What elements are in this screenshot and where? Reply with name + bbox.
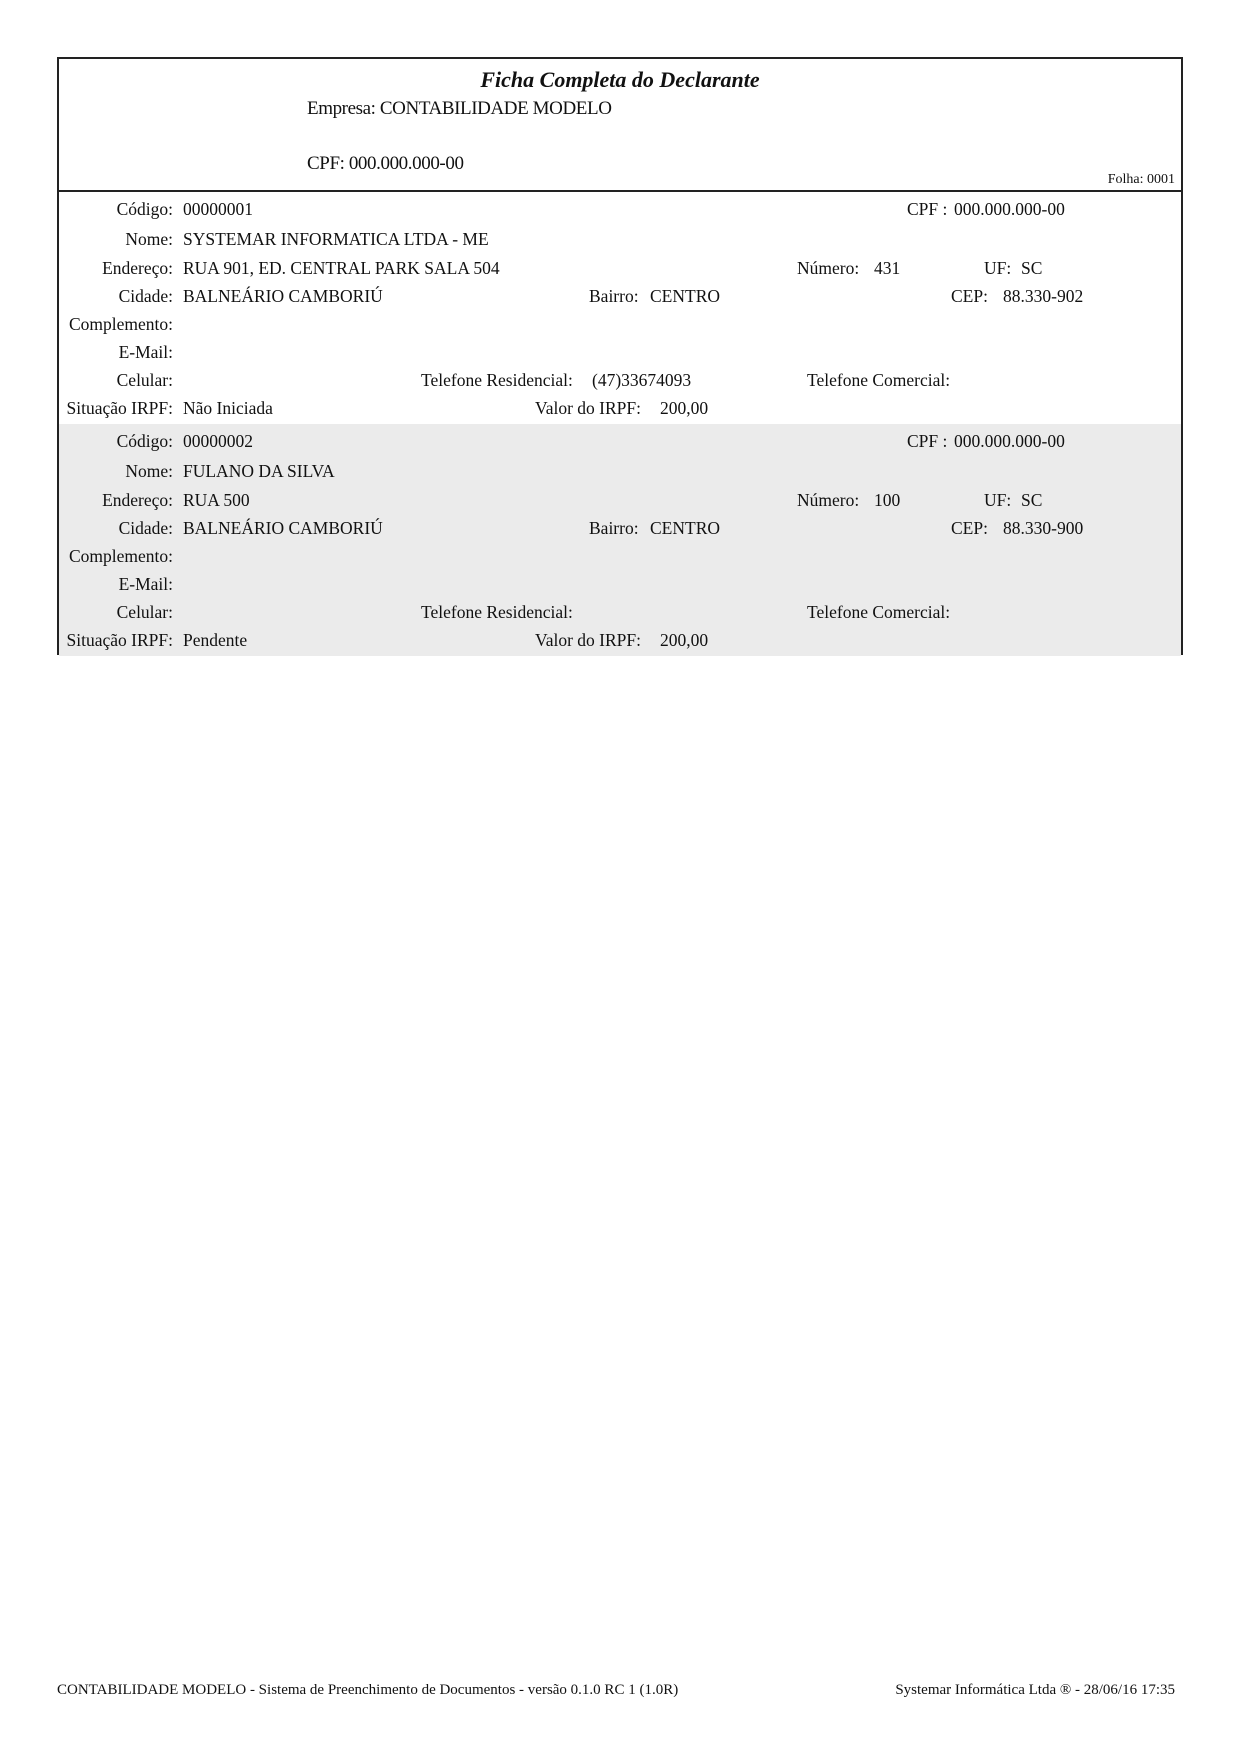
complemento-label: Complemento: bbox=[68, 314, 173, 334]
report-header bbox=[59, 59, 1181, 192]
cep-label: CEP: bbox=[951, 286, 988, 306]
tel-com-label: Telefone Comercial: bbox=[807, 370, 951, 390]
empresa-line: Empresa: CONTABILIDADE MODELO bbox=[307, 98, 612, 119]
cidade-value: BALNEÁRIO CAMBORIÚ bbox=[183, 518, 383, 538]
cep-value: 88.330-902 bbox=[1003, 286, 1084, 306]
cidade-label: Cidade: bbox=[118, 286, 173, 306]
valor-label: Valor do IRPF: bbox=[535, 630, 641, 650]
endereco-label: Endereço: bbox=[102, 258, 173, 278]
codigo-label: Código: bbox=[116, 431, 173, 451]
cpf-value: 000.000.000-00 bbox=[954, 431, 1065, 451]
situacao-value: Não Iniciada bbox=[183, 398, 273, 418]
valor-value: 200,00 bbox=[660, 398, 709, 418]
endereco-value: RUA 500 bbox=[183, 490, 250, 510]
codigo-label: Código: bbox=[116, 199, 173, 219]
codigo-value: 00000001 bbox=[183, 199, 253, 219]
complemento-label: Complemento: bbox=[68, 546, 173, 566]
footer-system-info: CONTABILIDADE MODELO - Sistema de Preenchimento de Documentos - versão 0.1.0 RC 1 (1.0R) bbox=[57, 1682, 679, 1698]
bairro-value: CENTRO bbox=[650, 518, 720, 538]
numero-value: 431 bbox=[874, 258, 901, 278]
page-number: Folha: 0001 bbox=[1107, 172, 1175, 187]
cidade-value: BALNEÁRIO CAMBORIÚ bbox=[183, 286, 383, 306]
codigo-value: 00000002 bbox=[183, 431, 253, 451]
uf-label: UF: bbox=[984, 490, 1012, 510]
report-frame bbox=[57, 57, 1183, 655]
cpf-label: CPF : bbox=[907, 199, 948, 219]
nome-label: Nome: bbox=[125, 229, 173, 249]
uf-value: SC bbox=[1021, 258, 1043, 278]
tel-res-label: Telefone Residencial: bbox=[421, 370, 573, 390]
celular-label: Celular: bbox=[116, 370, 173, 390]
endereco-label: Endereço: bbox=[102, 490, 173, 510]
cep-label: CEP: bbox=[951, 518, 988, 538]
valor-value: 200,00 bbox=[660, 630, 709, 650]
tel-res-value: (47)33674093 bbox=[592, 370, 692, 390]
nome-value: SYSTEMAR INFORMATICA LTDA - ME bbox=[183, 229, 489, 249]
numero-label: Número: bbox=[797, 258, 860, 278]
cidade-label: Cidade: bbox=[118, 518, 173, 538]
valor-label: Valor do IRPF: bbox=[535, 398, 641, 418]
declarant-record bbox=[59, 424, 1181, 656]
bairro-label: Bairro: bbox=[589, 518, 639, 538]
bairro-label: Bairro: bbox=[589, 286, 639, 306]
cep-value: 88.330-900 bbox=[1003, 518, 1084, 538]
footer-company-timestamp: Systemar Informática Ltda ® - 28/06/16 17:35 bbox=[895, 1682, 1175, 1698]
situacao-value: Pendente bbox=[183, 630, 248, 650]
email-label: E-Mail: bbox=[118, 574, 173, 594]
numero-label: Número: bbox=[797, 490, 860, 510]
cpf-value: 000.000.000-00 bbox=[954, 199, 1065, 219]
numero-value: 100 bbox=[874, 490, 901, 510]
situacao-label: Situação IRPF: bbox=[66, 630, 173, 650]
situacao-label: Situação IRPF: bbox=[66, 398, 173, 418]
declarant-record bbox=[59, 192, 1181, 424]
nome-value: FULANO DA SILVA bbox=[183, 461, 335, 481]
nome-label: Nome: bbox=[125, 461, 173, 481]
email-label: E-Mail: bbox=[118, 342, 173, 362]
tel-res-label: Telefone Residencial: bbox=[421, 602, 573, 622]
celular-label: Celular: bbox=[116, 602, 173, 622]
bairro-value: CENTRO bbox=[650, 286, 720, 306]
cpf-label: CPF : bbox=[907, 431, 948, 451]
endereco-value: RUA 901, ED. CENTRAL PARK SALA 504 bbox=[183, 258, 500, 278]
uf-value: SC bbox=[1021, 490, 1043, 510]
report-title: Ficha Completa do Declarante bbox=[480, 67, 760, 92]
tel-com-label: Telefone Comercial: bbox=[807, 602, 951, 622]
uf-label: UF: bbox=[984, 258, 1012, 278]
header-cpf-line: CPF: 000.000.000-00 bbox=[307, 153, 464, 174]
